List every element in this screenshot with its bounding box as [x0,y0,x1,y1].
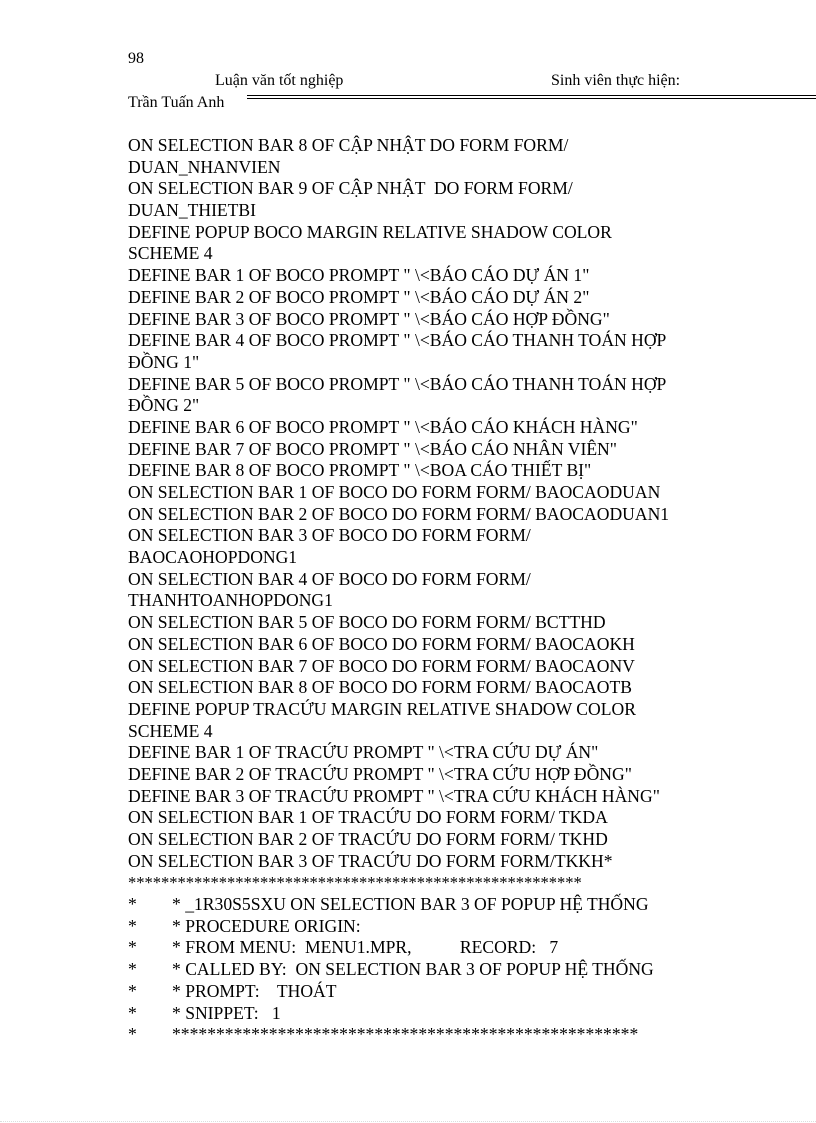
code-line: ON SELECTION BAR 8 OF BOCO DO FORM FORM/ BAOCAOTB [128,677,632,698]
code-line: ON SELECTION BAR 1 OF BOCO DO FORM FORM/ BAOCAODUAN [128,482,661,502]
code-line: ON SELECTION BAR 2 OF TRACỨU DO FORM FORM/ TKHD [128,829,608,849]
code-line: DEFINE BAR 8 OF BOCO PROMPT " \<BOA CÁO THIẾT BỊ" [128,460,592,481]
code-line: ĐỒNG 2" [128,395,200,416]
code-line: ON SELECTION BAR 1 OF TRACỨU DO FORM FORM/ TKDA [128,807,608,828]
code-line: DEFINE BAR 5 OF BOCO PROMPT " \<BÁO CÁO THANH TOÁN HỢP [128,373,667,394]
code-line: ON SELECTION BAR 2 OF BOCO DO FORM FORM/ BAOCAODUAN1 [128,503,670,524]
code-line: DEFINE BAR 2 OF BOCO PROMPT " \<BÁO CÁO DỰ ÁN 2" [128,286,590,307]
code-line: DEFINE POPUP BOCO MARGIN RELATIVE SHADOW COLOR [128,221,612,242]
comment-text: * FROM MENU: MENU1.MPR, RECORD: 7 [172,937,559,958]
code-line: DEFINE BAR 1 OF BOCO PROMPT " \<BÁO CÁO DỰ ÁN 1" [128,265,590,286]
code-line: DUAN_THIETBI [128,200,257,221]
code-line: DEFINE BAR 1 OF TRACỨU PROMPT " \<TRA CỨU DỰ ÁN" [128,742,599,763]
comment-mark: * [128,894,137,915]
comment-mark: * [128,1002,137,1023]
comment-text: * PROMPT: THOÁT [172,980,337,1001]
comment-mark: * [128,1024,137,1045]
code-line: BAOCAOHOPDONG1 [128,547,298,568]
header-student-label: Sinh viên thực hiện: [551,72,681,89]
code-line: DEFINE BAR 3 OF BOCO PROMPT " \<BÁO CÁO HỢP ĐỒNG" [128,308,610,329]
page-bottom-edge [0,1121,816,1122]
header-author: Trần Tuấn Anh [128,94,225,111]
comment-text: * SNIPPET: 1 [172,1002,281,1023]
header-rule-top [247,95,816,96]
asterisk-separator: ******************************************************* [128,873,582,893]
page-number: 98 [128,50,144,67]
comment-line [128,894,728,916]
code-line: DEFINE POPUP TRACỨU MARGIN RELATIVE SHADOW COLOR [128,698,636,719]
code-line: ON SELECTION BAR 3 OF BOCO DO FORM FORM/ [128,525,531,546]
code-line: DEFINE BAR 3 OF TRACỨU PROMPT " \<TRA CỨU KHÁCH HÀNG" [128,785,660,806]
comment-text: * PROCEDURE ORIGIN: [172,915,361,936]
comment-line [128,937,728,959]
code-line: SCHEME 4 [128,720,213,741]
comment-line [128,959,728,981]
code-line: ON SELECTION BAR 9 OF CẬP NHẬT DO FORM FORM/ [128,178,573,199]
code-line: ON SELECTION BAR 8 OF CẬP NHẬT DO FORM FORM/ [128,135,569,155]
comment-mark: * [128,937,137,958]
comment-line [128,1024,728,1046]
comment-mark: * [128,980,137,1001]
code-line: DEFINE BAR 2 OF TRACỨU PROMPT " \<TRA CỨU HỢP ĐỒNG" [128,763,632,784]
header-rule-bottom [247,98,816,99]
code-line: THANHTOANHOPDONG1 [128,590,333,611]
code-line: DUAN_NHANVIEN [128,156,281,177]
code-line: ON SELECTION BAR 6 OF BOCO DO FORM FORM/ BAOCAOKH [128,633,635,654]
code-line: ON SELECTION BAR 3 OF TRACỨU DO FORM FORM/TKKH* [128,850,613,871]
comment-mark: * [128,959,137,980]
comment-text: ***************************************************** [172,1024,639,1045]
comment-line [128,1003,728,1025]
code-line: DEFINE BAR 4 OF BOCO PROMPT " \<BÁO CÁO THANH TOÁN HỢP [128,330,667,351]
comment-text: * _1R30S5SXU ON SELECTION BAR 3 OF POPUP HỆ THỐNG [172,894,649,915]
comment-line [128,916,728,938]
comment-line [128,981,728,1003]
code-line: SCHEME 4 [128,243,213,264]
code-line: DEFINE BAR 6 OF BOCO PROMPT " \<BÁO CÁO KHÁCH HÀNG" [128,416,638,437]
code-line: ON SELECTION BAR 7 OF BOCO DO FORM FORM/ BAOCAONV [128,655,635,676]
code-line: ON SELECTION BAR 4 OF BOCO DO FORM FORM/ [128,568,531,589]
comment-text: * CALLED BY: ON SELECTION BAR 3 OF POPUP HỆ THỐNG [172,959,654,980]
code-listing [128,135,728,1046]
code-line: DEFINE BAR 7 OF BOCO PROMPT " \<BÁO CÁO NHÂN VIÊN" [128,438,617,459]
code-line: ĐỒNG 1" [128,351,200,372]
comment-mark: * [128,915,137,936]
header-thesis-label: Luận văn tốt nghiệp [215,72,344,89]
code-line: ON SELECTION BAR 5 OF BOCO DO FORM FORM/ BCTTHD [128,612,606,633]
